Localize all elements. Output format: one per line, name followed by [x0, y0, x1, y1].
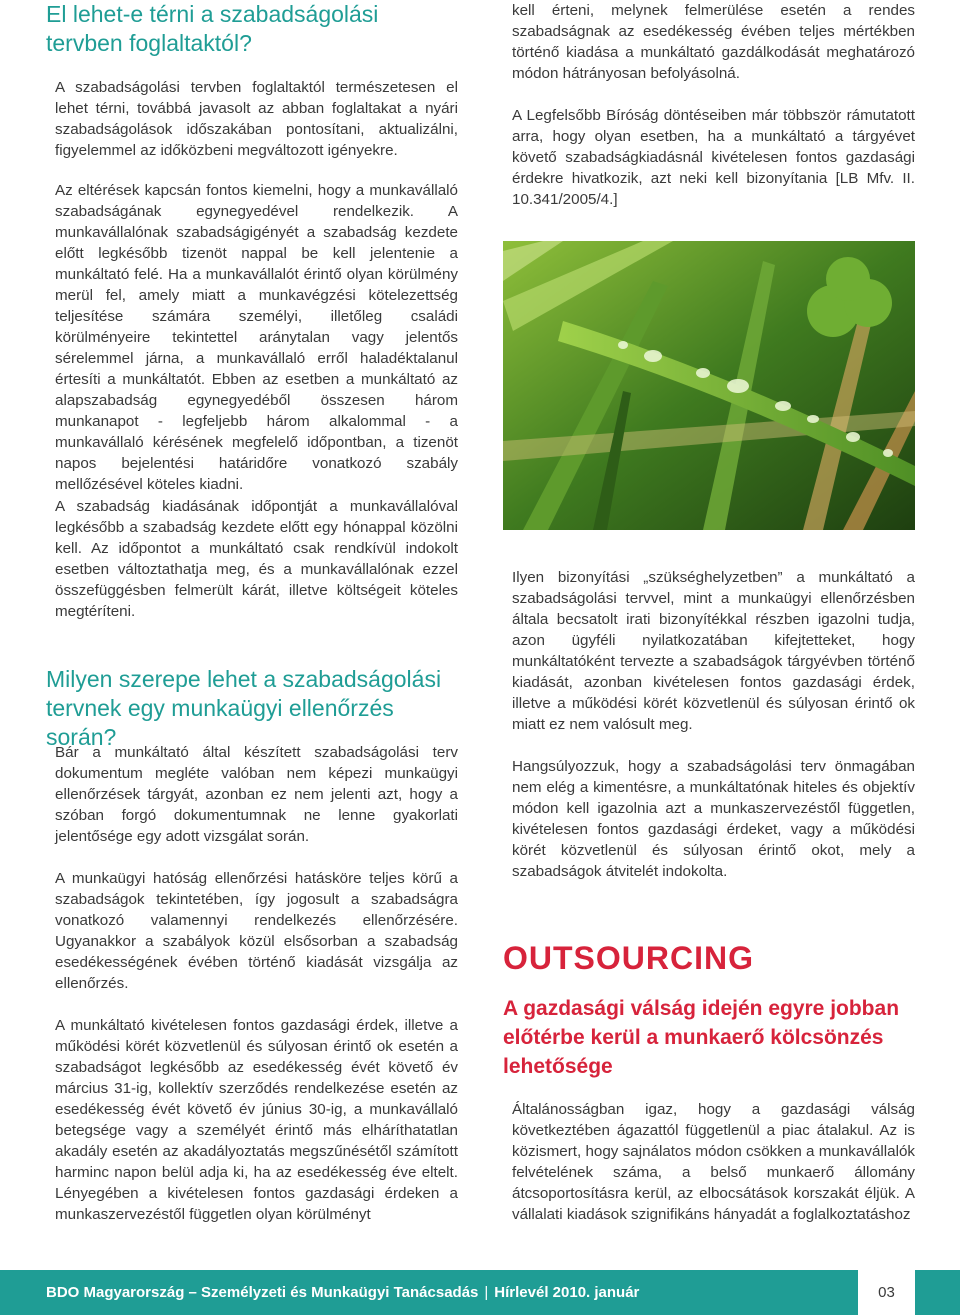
paragraph-deviate-3: A szabadság kiadásának időpontját a munkavállalóval legkésőbb a szabadság kezdete előtt egy hónappal közölni kell. Az időpontot a munkáltató csak rendkívül indokolt esetben változtathatja meg, és a munkavállalónak ezzel összefüggésben felmerült kárát, illetve költségeit köteles megtéríteni. [55, 498, 458, 620]
outsourcing-title: OUTSOURCING [503, 940, 754, 976]
footer-separator: | [484, 1284, 489, 1301]
paragraph-emphasis: Hangsúlyozzuk, hogy a szabadságolási terv önmagában nem elég a kimentésre, a munkáltatónak hiteles és objektív módon kell igazolnia azt a munkaszervezéstől független, kivételesen fontos gazdasági érdeket, vagy a működési körét közvetlenül és súlyosan érintő okot, mely a szabadságok átvitelét indokolta. [512, 758, 915, 880]
paragraph-supreme-court: A Legfelsőbb Bíróság döntéseiben már többször rámutatott arra, hogy olyan esetben, ha a munkáltató a tárgyévet követő szabadságkiadásnál kivételesen fontos gazdasági érdekre hivatkozik, azt neki kell bizonyítania [LB Mfv. II. 10.341/2005/4.] [512, 107, 915, 208]
paragraph-deviate-2: Az eltérések kapcsán fontos kiemelni, hogy a munkavállaló szabadságának egynegyedével rendelkezik. A munkavállalónak szabadságigényét a szabadság kezdete előtt legkésőbb tizenöt nappal be kell jelentenie a munkáltató felé. Ha a munkavállalót érintő olyan körülmény merül fel, amely miatt a munkavégzési kötelezettség teljesítése számára személyi, illetőleg családi körülményeire tekintettel aránytalan vagy jelentős sérelemmel járna, a munkavállaló erről haladéktalanul értesíti a munkáltatót. Ebben az esetben a munkáltató az alapszabadság egynegyedéből összesen három munkanapot - legfeljebb három alkalommal - a munkavállaló kérésének megfelelő időpontban, a tizenöt napos bejelentési határidőre vonatkozó szabály mellőzésével köteles kiadni. [55, 182, 458, 493]
paragraph-continued: kell érteni, melynek felmerülése esetén a rendes szabadságnak az esedékesség évében teljes mértékben történő kiadása a munkáltató gazdálkodását meghatározó módon hátrányosan befolyásolná. [512, 2, 915, 82]
grass-with-dew-icon [503, 241, 915, 530]
paragraph-proof: Ilyen bizonyítási „szükséghelyzetben” a munkáltató a szabadságolási tervvel, mint a munkaügyi ellenőrzésben általa becsatolt irati bizonyítékkal részben igazolni tudja, azon ügyféli nyilatkozatában kifejtetteket, hogy munkáltatóként tervezte a szabadságok tárgyévben történő kiadását, azonban kivételesen fontos gazdasági érdek, illetve a működési körét közvetlenül és súlyosan érintő ok miatt ez nem valósult meg. [512, 569, 915, 733]
paragraph-deviate-1: A szabadságolási tervben foglaltaktól természetesen el lehet térni, továbbá javasolt az abban foglaltakat a nyári szabadságolások időszakában pontosítani, aktualizálni, figyelemmel az időközbeni megváltozott igényekre. [55, 79, 458, 159]
paragraph-inspection-1: Bár a munkáltató által készített szabadságolási terv dokumentum megléte valóban nem képezi munkaügyi ellenőrzések tárgyát, azonban ez nem jelenti azt, hogy a szóban forgó dokumentumnak ne lenne gyakorlati jelentősége egy adott vizsgálat során. [55, 744, 458, 845]
paragraph-inspection-2: A munkaügyi hatóság ellenőrzési hatásköre teljes körű a szabadságok tekintetében, így jogosult a szabadságra vonatkozó valamennyi rendelkezés ellenőrzésére. Ugyanakkor a szabályok közül elsősorban a szabadság esedékességének évében történő kiadását vizsgálja az ellenőrzés. [55, 870, 458, 992]
heading-deviate-plan: El lehet-e térni a szabadságolási tervben foglaltaktól? [46, 1, 379, 56]
heading-inspection-role: Milyen szerepe lehet a szabadságolási tervnek egy munkaügyi ellenőrzés során? [46, 666, 442, 750]
footer-newsletter: Hírlevél 2010. január [494, 1284, 640, 1301]
paragraph-outsourcing: Általánosságban igaz, hogy a gazdasági válság következtében ágazattól függetlenül a piac átalakul. Az is közismert, hogy sajnálatos módon csökken a munkavállalók felvételének száma, a belső munkaerő állomány átcsoportosításra kerül, az elbocsátások korszakát éljük. A vállalati kiadások szignifikáns hányadát a foglalkoztatáshoz [512, 1101, 915, 1223]
footer-company: BDO Magyarország – Személyzeti és Munkaügyi Tanácsadás [46, 1284, 479, 1301]
page-number: 03 [858, 1270, 915, 1315]
footer-bar [0, 1270, 960, 1315]
outsourcing-subheading: A gazdasági válság idején egyre jobban előtérbe kerül a munkaerő kölcsönzés lehetősége [503, 997, 900, 1078]
paragraph-inspection-3: A munkáltató kivételesen fontos gazdasági érdek, illetve a működési körét közvetlenül és súlyosan érintő ok esetén a szabadságot legkésőbb az esedékesség évét követő év március 31-ig, kollektív szerződés rendelkezése esetén az esedékesség évét követő év június 30-ig, a munkavállaló betegsége vagy a személyét érintő más elháríthatatlan akadály esetén az akadályoztatás megszűnésétől számított harminc napon belül adja ki, ha az esedékesség éve eltelt. Lényegében a kivételesen fontos gazdasági érdeken a munkaszervezéstől független olyan körülményt [55, 1017, 458, 1223]
grass-photo [503, 241, 915, 530]
footer-text [46, 1270, 639, 1315]
